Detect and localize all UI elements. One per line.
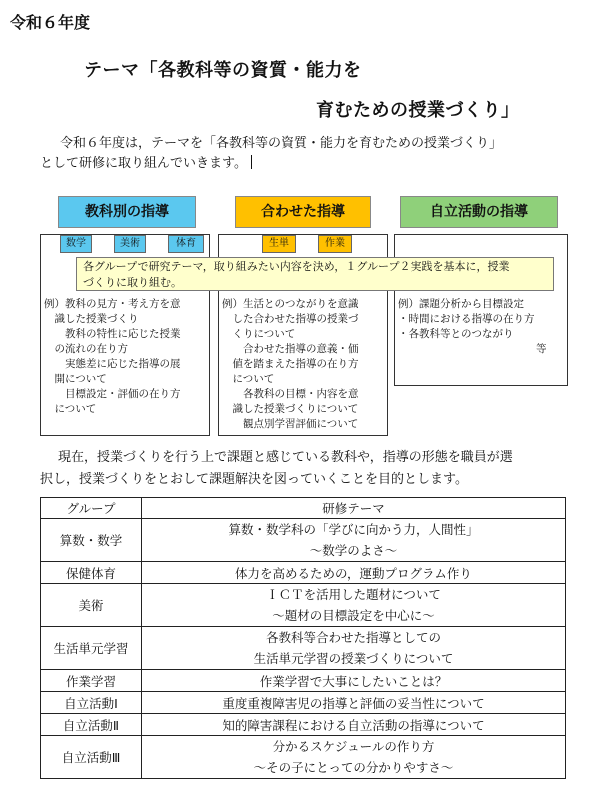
example-line: ・時間における指導の在り方 xyxy=(398,313,535,325)
theme-cell: 作業学習で大事にしたいことは？ xyxy=(142,670,566,692)
tag-math: 数学 xyxy=(60,235,92,253)
tag-pe: 体育 xyxy=(168,235,204,253)
header-theme: 研修テーマ xyxy=(142,498,566,519)
theme-cell xyxy=(142,519,566,562)
group-cell: 保健体育 xyxy=(41,562,142,584)
table-row xyxy=(41,692,566,714)
theme-cell xyxy=(142,627,566,670)
training-theme-table xyxy=(40,497,566,779)
theme-line: ＩＣＴを活用した題材について xyxy=(266,587,441,602)
table-row xyxy=(41,627,566,670)
note-line2: づくりに取り組む。 xyxy=(83,276,182,289)
combined-examples xyxy=(222,297,359,432)
note-line1: 各グループで研究テーマ，取り組みたい内容を決め，１グループ２実践を基本に，授業 xyxy=(83,260,510,273)
example-line: 実態差に応じた指導の展 xyxy=(44,358,181,370)
theme-title-line2: 育むための授業づくり」 xyxy=(316,100,520,121)
jiritsu-examples xyxy=(398,297,535,342)
example-line: 各教科の目標・内容を意 xyxy=(222,388,359,400)
group-cell: 自立活動Ⅰ xyxy=(41,692,142,714)
theme-line: ～その子にとっての分かりやすさ～ xyxy=(253,760,454,775)
example-line: 値を踏まえた指導の在り方 xyxy=(222,358,359,370)
purpose-line2: 択し，授業づくりをとおして課題解決を図っていくことを目的とします。 xyxy=(40,472,468,487)
example-line: について xyxy=(222,373,275,385)
intro-line2: として研修に取り組んでいきます。 xyxy=(40,154,252,174)
group-cell: 自立活動Ⅱ xyxy=(41,714,142,736)
example-line: 識した授業づくり xyxy=(44,313,139,325)
subject-examples xyxy=(44,297,181,417)
tag-sagyo: 作業 xyxy=(318,235,352,253)
group-cell: 作業学習 xyxy=(41,670,142,692)
example-line: ・各教科等とのつながり xyxy=(398,328,514,340)
theme-title-line1: テーマ「各教科等の資質・能力を xyxy=(84,60,362,81)
table-header-row xyxy=(41,498,566,519)
tag-seitan: 生単 xyxy=(262,235,296,253)
group-cell: 美術 xyxy=(41,584,142,627)
theme-cell: 体力を高めるための，運動プログラム作り xyxy=(142,562,566,584)
table-row xyxy=(41,714,566,736)
example-line: 識した授業づくりについて xyxy=(222,403,359,415)
example-line: した合わせた指導の授業づ xyxy=(222,313,359,325)
jiritsu-etc: 等 xyxy=(536,343,547,355)
example-line: 例）教科の見方・考え方を意 xyxy=(44,298,181,310)
theme-line: 生活単元学習の授業づくりについて xyxy=(253,651,454,666)
category-combined-title: 合わせた指導 xyxy=(235,196,371,228)
theme-line: ～題材の目標設定を中心に～ xyxy=(272,608,435,623)
theme-line: ～数学のよさ～ xyxy=(309,543,398,558)
theme-cell: 知的障害課程における自立活動の指導について xyxy=(142,714,566,736)
theme-line: 各教科等合わせた指導としての xyxy=(265,630,441,645)
example-line: 合わせた指導の意義・価 xyxy=(222,343,359,355)
header-group: グループ xyxy=(41,498,142,519)
table-row xyxy=(41,519,566,562)
example-line: 例）課題分析から目標設定 xyxy=(398,298,524,310)
category-subject-title: 教科別の指導 xyxy=(58,196,196,228)
theme-cell xyxy=(142,584,566,627)
theme-cell xyxy=(142,736,566,779)
example-line: くりについて xyxy=(222,328,296,340)
example-line: について xyxy=(44,403,97,415)
example-line: 観点別学習評価について xyxy=(222,418,359,430)
example-line: 開について xyxy=(44,373,107,385)
example-line: 目標設定・評価の在り方 xyxy=(44,388,181,400)
example-line: の流れの在り方 xyxy=(44,343,128,355)
table-row xyxy=(41,670,566,692)
text-cursor xyxy=(251,155,252,169)
theme-line: 算数・数学科の「学びに向かう力，人間性」 xyxy=(228,522,479,537)
category-jiritsu-title: 自立活動の指導 xyxy=(400,196,558,228)
tag-art: 美術 xyxy=(114,235,146,253)
theme-line: 分かるスケジュールの作り方 xyxy=(272,739,435,754)
intro-line1: 令和６年度は，テーマを「各教科等の資質・能力を育むための授業づくり」 xyxy=(60,136,503,151)
group-note xyxy=(76,257,554,291)
group-cell: 生活単元学習 xyxy=(41,627,142,670)
theme-cell: 重度重複障害児の指導と評価の妥当性について xyxy=(142,692,566,714)
table-row xyxy=(41,736,566,779)
table-row xyxy=(41,562,566,584)
group-cell: 算数・数学 xyxy=(41,519,142,562)
example-line: 例）生活とのつながりを意識 xyxy=(222,298,359,310)
year-heading: 令和６年度 xyxy=(10,13,91,32)
purpose-line1: 現在，授業づくりを行う上で課題と感じている教科や，指導の形態を職員が選 xyxy=(58,450,513,465)
group-cell: 自立活動Ⅲ xyxy=(41,736,142,779)
example-line: 教科の特性に応じた授業 xyxy=(44,328,181,340)
table-row xyxy=(41,584,566,627)
